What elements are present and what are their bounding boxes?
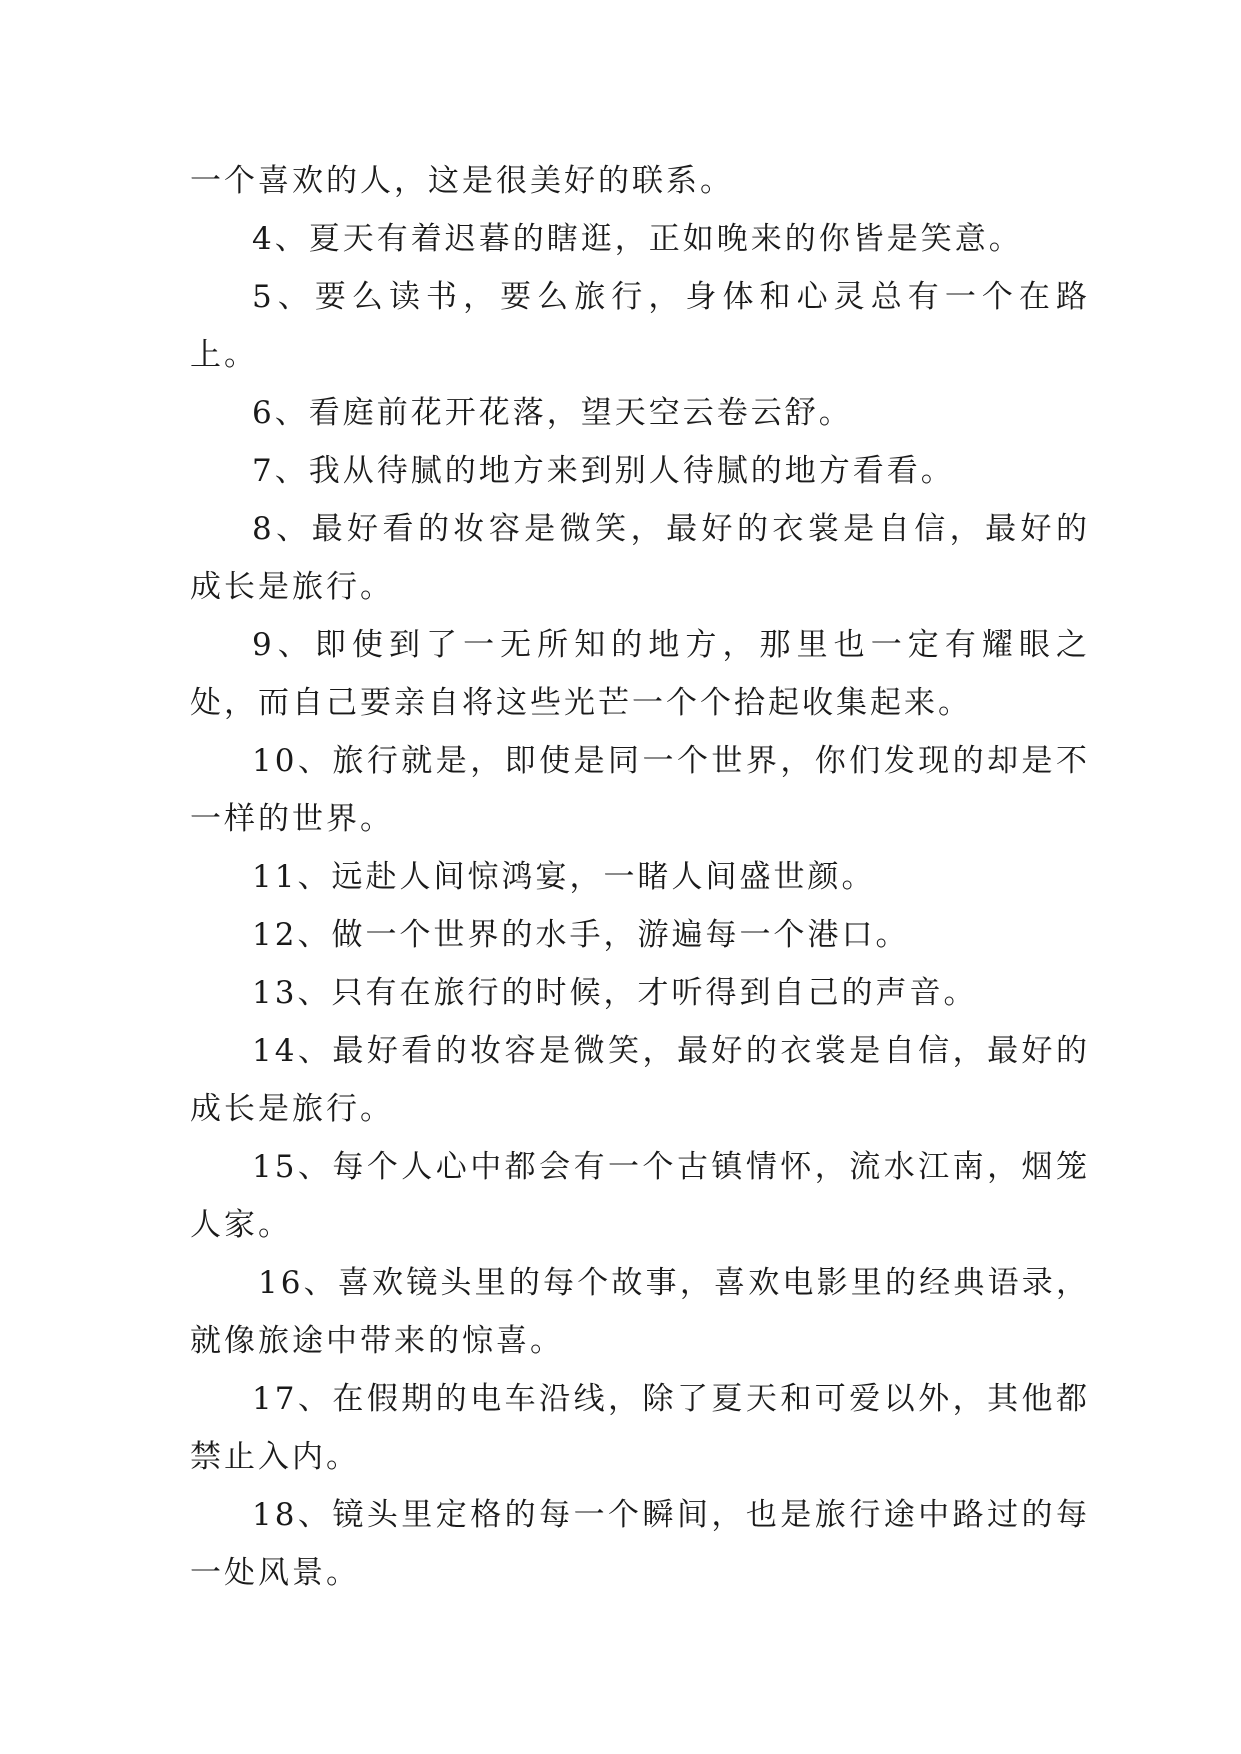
paragraph-item-16: 16、喜欢镜头里的每个故事，喜欢电影里的经典语录，就像旅途中带来的惊喜。 (190, 1265, 1090, 1359)
paragraph-item-18: 18、镜头里定格的每一个瞬间，也是旅行途中路过的每一处风景。 (190, 1497, 1090, 1591)
document-body (190, 152, 1090, 1602)
paragraph-item-12: 12、做一个世界的水手，游遍每一个港口。 (252, 917, 910, 953)
paragraph-item-7: 7、我从待腻的地方来到别人待腻的地方看看。 (252, 453, 955, 489)
paragraph-item-11: 11、远赴人间惊鸿宴，一睹人间盛世颜。 (252, 859, 876, 895)
paragraph-item-9: 9、即使到了一无所知的地方，那里也一定有耀眼之处，而自己要亲自将这些光芒一个个拾起收集起来。 (190, 627, 1090, 721)
paragraph-item-17: 17、在假期的电车沿线，除了夏天和可爱以外，其他都禁止入内。 (190, 1381, 1090, 1475)
paragraph-item-15: 15、每个人心中都会有一个古镇情怀，流水江南，烟笼人家。 (190, 1149, 1090, 1243)
paragraph-item-6: 6、看庭前花开花落，望天空云卷云舒。 (252, 395, 853, 431)
paragraph-item-14: 14、最好看的妆容是微笑，最好的衣裳是自信，最好的成长是旅行。 (190, 1033, 1090, 1127)
paragraph-item-10: 10、旅行就是，即使是同一个世界，你们发现的却是不一样的世界。 (190, 743, 1090, 837)
paragraph-item-4: 4、夏天有着迟暮的瞎逛，正如晚来的你皆是笑意。 (252, 221, 1023, 257)
paragraph-item-13: 13、只有在旅行的时候，才听得到自己的声音。 (252, 975, 978, 1011)
paragraph-continuation: 一个喜欢的人，这是很美好的联系。 (190, 163, 734, 199)
paragraph-item-8: 8、最好看的妆容是微笑，最好的衣裳是自信，最好的成长是旅行。 (190, 511, 1090, 605)
paragraph-item-5: 5、要么读书，要么旅行，身体和心灵总有一个在路上。 (190, 279, 1090, 373)
